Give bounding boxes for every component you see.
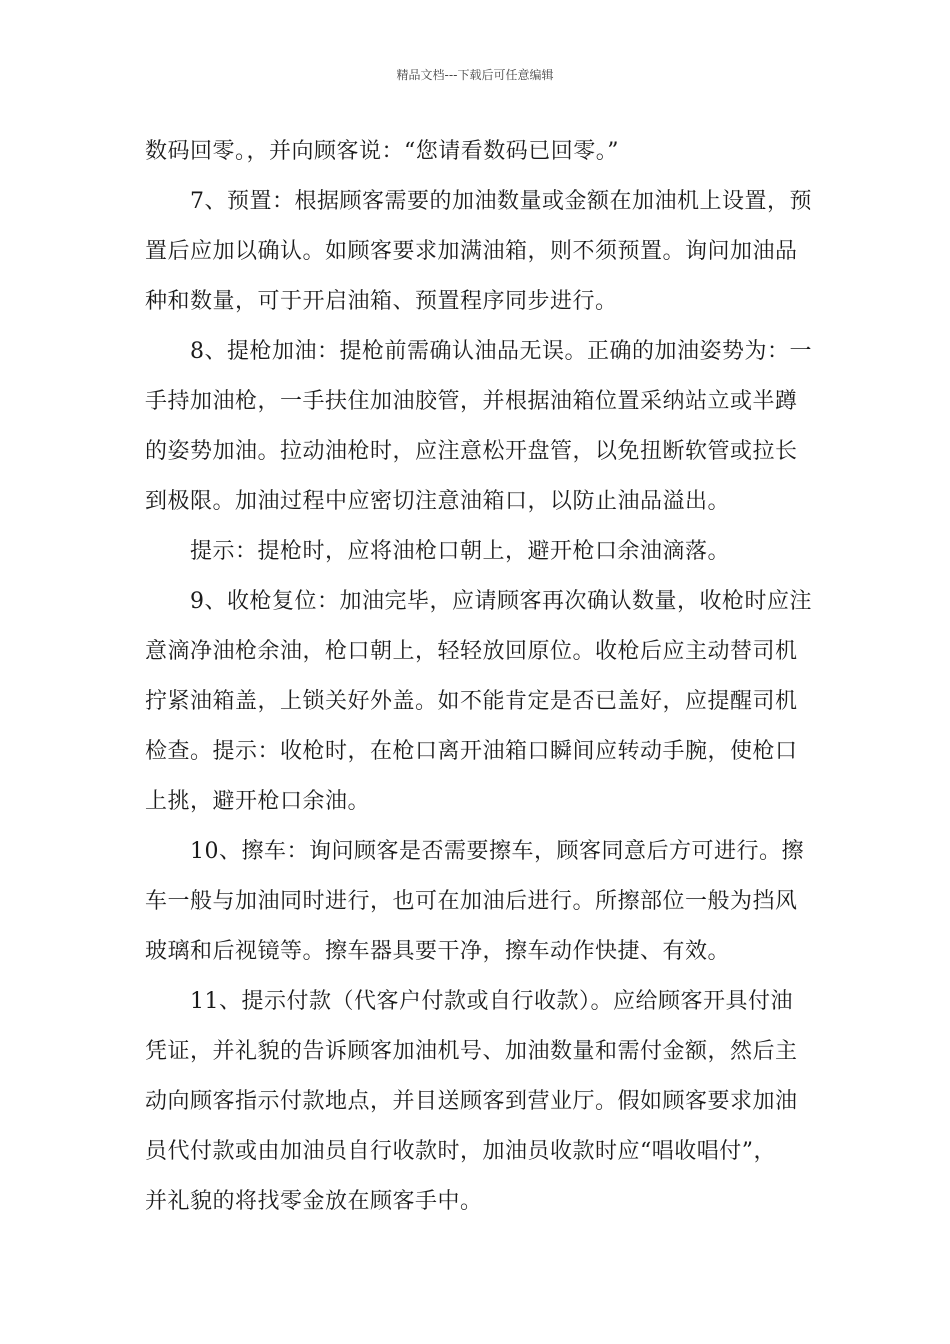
text-line: 拧紧油箱盖，上锁关好外盖。如不能肯定是否已盖好，应提醒司机 — [145, 689, 798, 714]
text-line: 置后应加以确认。如顾客要求加满油箱，则不须预置。询问加油品 — [145, 239, 798, 264]
text-line: 车一般与加油同时进行，也可在加油后进行。所擦部位一般为挡风 — [145, 889, 798, 914]
text-line: 7、预置：根据顾客需要的加油数量或金额在加油机上设置，预 — [190, 189, 812, 214]
text-line: 上挑，避开枪口余油。 — [145, 789, 371, 814]
text-line: 员代付款或由加油员自行收款时，加油员收款时应“唱收唱付”， — [145, 1139, 776, 1164]
text-line: 动向顾客指示付款地点，并目送顾客到营业厅。假如顾客要求加油 — [145, 1089, 798, 1114]
text-line: 检查。提示：收枪时，在枪口离开油箱口瞬间应转动手腕，使枪口 — [145, 739, 798, 764]
text-line: 提示：提枪时，应将油枪口朝上，避开枪口余油滴落。 — [190, 539, 731, 564]
text-line: 到极限。加油过程中应密切注意油箱口，以防止油品溢出。 — [145, 489, 731, 514]
text-line: 的姿势加油。拉动油枪时，应注意松开盘管，以免扭断软管或拉长 — [145, 439, 798, 464]
text-line: 意滴净油枪余油，枪口朝上，轻轻放回原位。收枪后应主动替司机 — [145, 639, 798, 664]
text-line: 8、提枪加油：提枪前需确认油品无误。正确的加油姿势为：一 — [190, 339, 812, 364]
text-line: 9、收枪复位：加油完毕，应请顾客再次确认数量，收枪时应注 — [190, 589, 812, 614]
text-line: 并礼貌的将找零金放在顾客手中。 — [145, 1189, 483, 1214]
text-line: 手持加油枪，一手扶住加油胶管，并根据油箱位置采纳站立或半蹲 — [145, 389, 798, 414]
text-line: 凭证，并礼貌的告诉顾客加油机号、加油数量和需付金额，然后主 — [145, 1039, 798, 1064]
text-line: 数码回零。，并向顾客说：“您请看数码已回零。” — [145, 139, 619, 164]
text-line: 种和数量，可于开启油箱、预置程序同步进行。 — [145, 289, 618, 314]
text-line: 11、提示付款（代客户付款或自行收款）。应给顾客开具付油 — [190, 989, 793, 1014]
text-line: 10、擦车：询问顾客是否需要擦车，顾客同意后方可进行。擦 — [190, 839, 804, 864]
page-header: 精品文档---下载后可任意编辑 — [396, 68, 554, 82]
text-line: 玻璃和后视镜等。擦车器具要干净，擦车动作快捷、有效。 — [145, 939, 731, 964]
